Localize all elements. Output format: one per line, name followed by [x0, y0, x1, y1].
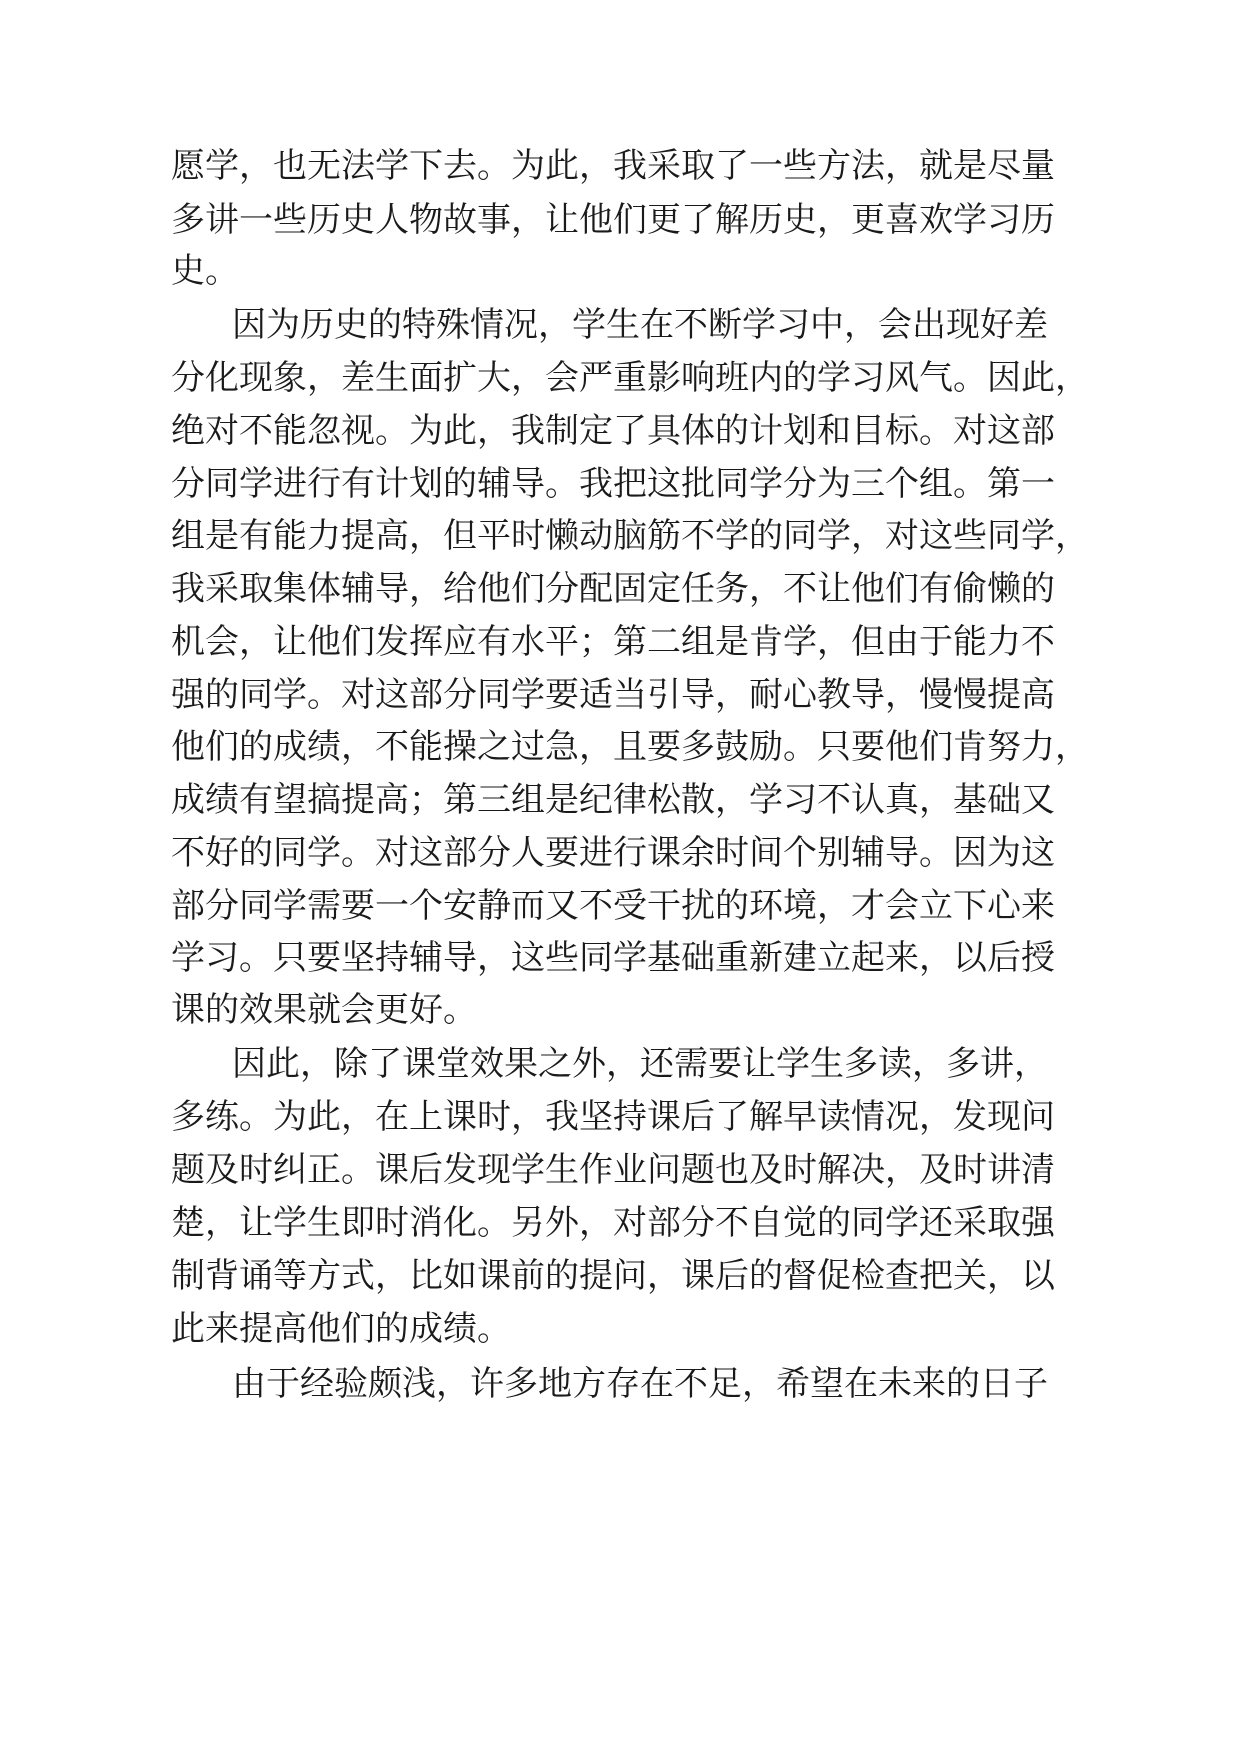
text-line-11: 强的同学。对这部分同学要适当引导，耐心教导，慢慢提高	[171, 675, 1055, 715]
text-line-17: 课的效果就会更好。	[171, 990, 477, 1030]
text-line-5: 分化现象，差生面扩大，会严重影响班内的学习风气。因此，	[171, 358, 1089, 398]
text-line-23: 此来提高他们的成绩。	[171, 1309, 511, 1349]
text-line-14: 不好的同学。对这部分人要进行课余时间个别辅导。因为这	[171, 833, 1055, 873]
text-line-19: 多练。为此，在上课时，我坚持课后了解早读情况，发现问	[171, 1097, 1055, 1137]
text-line-20: 题及时纠正。课后发现学生作业问题也及时解决，及时讲清	[171, 1150, 1055, 1190]
text-line-1: 愿学，也无法学下去。为此，我采取了一些方法，就是尽量	[171, 146, 1055, 186]
text-line-9: 我采取集体辅导，给他们分配固定任务，不让他们有偷懒的	[171, 569, 1055, 609]
text-line-16: 学习。只要坚持辅导，这些同学基础重新建立起来，以后授	[171, 938, 1055, 978]
text-line-22: 制背诵等方式，比如课前的提问，课后的督促检查把关，以	[171, 1256, 1055, 1296]
text-line-13: 成绩有望搞提高；第三组是纪律松散，学习不认真，基础又	[171, 780, 1055, 820]
text-line-24: 由于经验颇浅，许多地方存在不足，希望在未来的日子	[232, 1364, 1048, 1404]
text-line-6: 绝对不能忽视。为此，我制定了具体的计划和目标。对这部	[171, 411, 1055, 451]
text-line-3: 史。	[171, 251, 239, 291]
text-line-7: 分同学进行有计划的辅导。我把这批同学分为三个组。第一	[171, 464, 1055, 504]
text-line-15: 部分同学需要一个安静而又不受干扰的环境，才会立下心来	[171, 886, 1055, 926]
text-line-8: 组是有能力提高，但平时懒动脑筋不学的同学，对这些同学，	[171, 516, 1089, 556]
text-line-12: 他们的成绩，不能操之过急，且要多鼓励。只要他们肯努力，	[171, 727, 1089, 767]
text-line-10: 机会，让他们发挥应有水平；第二组是肯学，但由于能力不	[171, 622, 1055, 662]
text-line-21: 楚，让学生即时消化。另外，对部分不自觉的同学还采取强	[171, 1203, 1055, 1243]
text-line-2: 多讲一些历史人物故事，让他们更了解历史，更喜欢学习历	[171, 200, 1055, 240]
text-line-4: 因为历史的特殊情况，学生在不断学习中，会出现好差	[232, 305, 1048, 345]
text-line-18: 因此，除了课堂效果之外，还需要让学生多读，多讲，	[232, 1044, 1048, 1084]
